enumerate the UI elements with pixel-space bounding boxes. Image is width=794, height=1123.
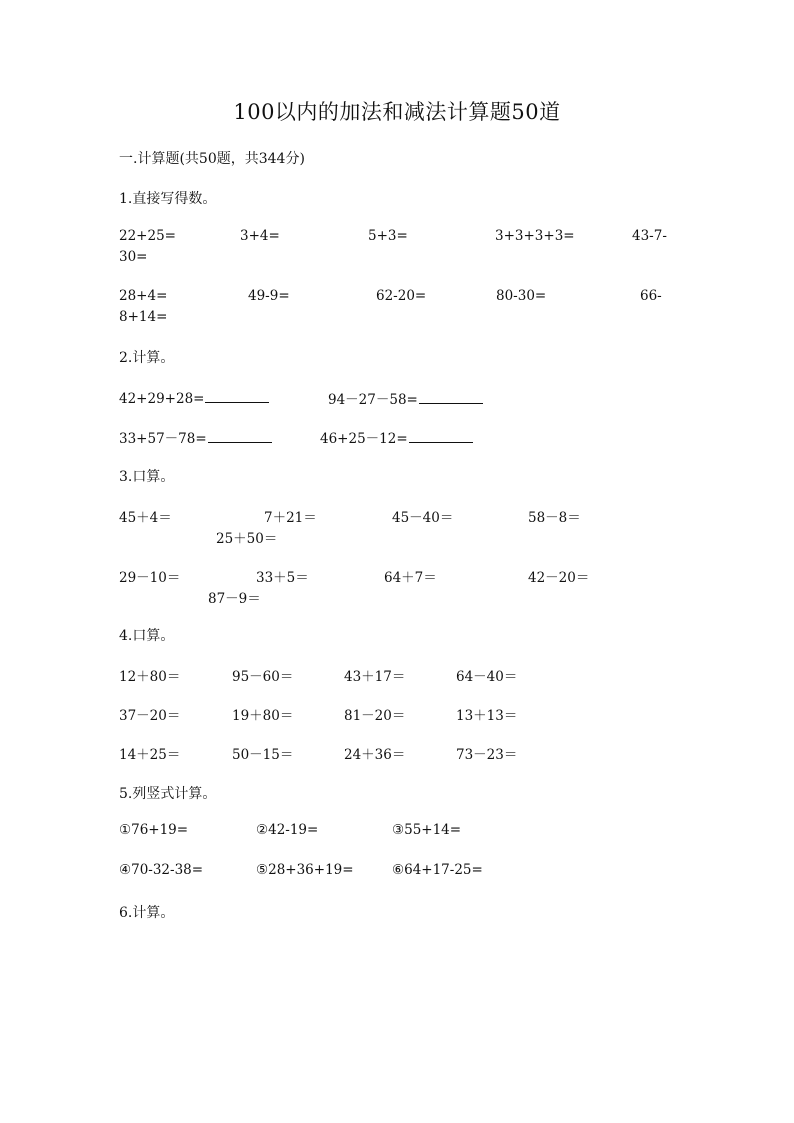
q1-row1-wrap: 30= [119, 249, 148, 265]
q2-item [119, 388, 269, 407]
q3-row1-item: 45－40＝ [392, 510, 454, 526]
q4-item: 19＋80＝ [232, 708, 294, 724]
q5-item: ①76+19= [119, 822, 189, 838]
q2-expression: 94－27－58= [328, 392, 418, 408]
q4-item: 95－60＝ [232, 669, 294, 685]
q5-heading: 5.列竖式计算。 [119, 786, 217, 802]
q4-heading: 4.口算。 [119, 628, 175, 644]
q5-item: ⑥64+17-25= [392, 862, 483, 878]
answer-blank[interactable] [409, 428, 473, 443]
q2-expression: 33+57－78= [119, 431, 207, 447]
part-heading: 一.计算题(共50题，共344分) [119, 151, 305, 167]
q3-row2-wrap: 87－9＝ [208, 591, 261, 607]
q3-row1-item: 45＋4＝ [119, 510, 172, 526]
q1-row2-item: 49-9= [248, 288, 290, 304]
q1-row2-item: 66- [640, 288, 662, 304]
q3-heading: 3.口算。 [119, 469, 175, 485]
q2-item [119, 427, 272, 447]
q4-item: 24＋36＝ [344, 747, 406, 763]
q2-heading: 2.计算。 [119, 350, 175, 366]
q2-item [328, 388, 483, 408]
q3-row1-wrap: 25＋50＝ [216, 531, 278, 547]
q1-heading: 1.直接写得数。 [119, 191, 217, 207]
q5-item: ④70-32-38= [119, 862, 204, 878]
q1-row2-wrap: 8+14= [119, 309, 168, 325]
page-title: 100以内的加法和减法计算题50道 [233, 100, 561, 124]
answer-blank[interactable] [208, 428, 272, 443]
q3-row1-item: 7＋21＝ [264, 510, 317, 526]
q2-item [320, 427, 473, 447]
q5-item: ⑤28+36+19= [256, 862, 354, 878]
q1-row2-item: 62-20= [376, 288, 427, 304]
q2-expression: 42+29+28= [119, 391, 205, 407]
q1-row1-item: 3+3+3+3= [495, 228, 575, 244]
q1-row1-item: 22+25= [119, 228, 176, 244]
q1-row1-item: 3+4= [240, 228, 280, 244]
q4-item: 64－40＝ [456, 669, 518, 685]
answer-blank[interactable] [419, 389, 483, 404]
q5-item: ②42-19= [256, 822, 319, 838]
q1-row1-item: 43-7- [632, 228, 667, 244]
q2-expression: 46+25－12= [320, 431, 408, 447]
q4-item: 81－20＝ [344, 708, 406, 724]
q3-row2-item: 42－20＝ [528, 570, 590, 586]
q4-item: 12＋80＝ [119, 669, 181, 685]
q4-item: 50－15＝ [232, 747, 294, 763]
q3-row2-item: 64＋7＝ [384, 570, 437, 586]
q4-item: 14＋25＝ [119, 747, 181, 763]
q3-row2-item: 33＋5＝ [256, 570, 309, 586]
q1-row1-item: 5+3= [368, 228, 408, 244]
q1-row2-item: 28+4= [119, 288, 168, 304]
q1-row2-item: 80-30= [496, 288, 547, 304]
q6-heading: 6.计算。 [119, 905, 175, 921]
q3-row2-item: 29－10＝ [119, 570, 181, 586]
q4-item: 13＋13＝ [456, 708, 518, 724]
q5-item: ③55+14= [392, 822, 462, 838]
answer-blank[interactable] [205, 388, 269, 403]
q4-item: 43＋17＝ [344, 669, 406, 685]
q3-row1-item: 58－8＝ [528, 510, 581, 526]
q4-item: 73－23＝ [456, 747, 518, 763]
q4-item: 37－20＝ [119, 708, 181, 724]
